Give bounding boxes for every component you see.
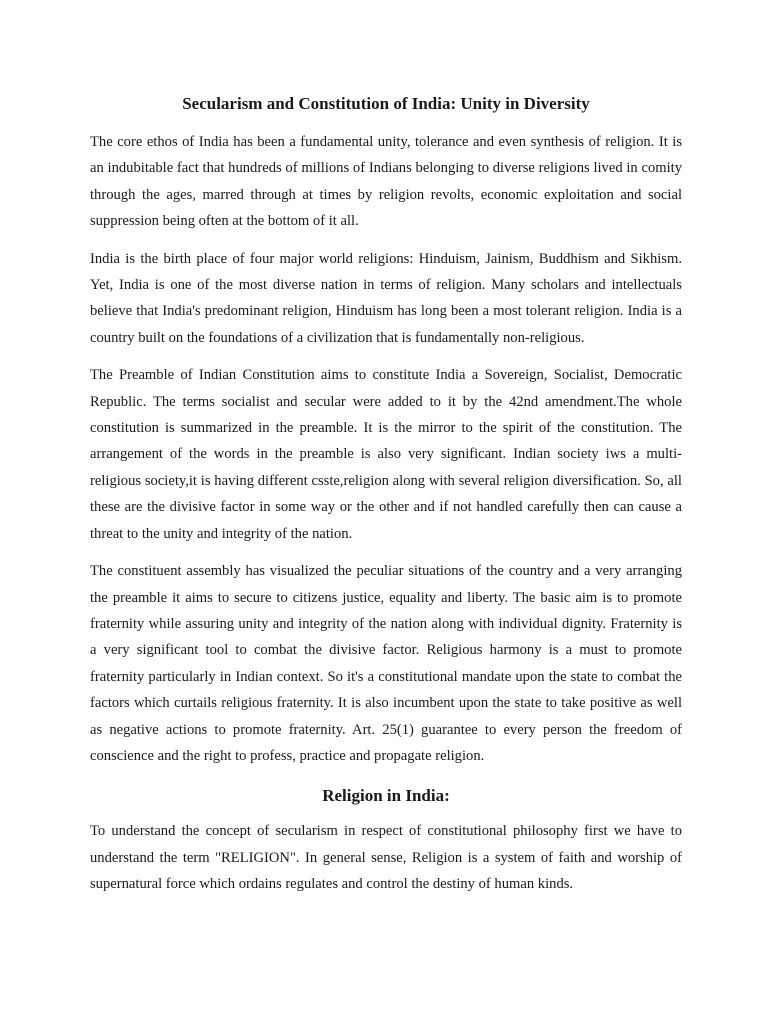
paragraph-birth-place: India is the birth place of four major world religions: Hinduism, Jainism, Buddhism and Sikhism. Yet, India is one of the most diverse nation in terms of religion. Many scholars and intellectuals believe that India's predominant religion, Hinduism has long been a most tolerant religion. India is a country built on the foundations of a civilization that is fundamentally non-religious. <box>90 250 682 346</box>
paragraph-understand-religion: To understand the concept of secularism in respect of constitutional philosophy first we have to understand the term "RELIGION". In general sense, Religion is a system of faith and worship of supernatural force which ordains regulates and control the destiny of human kinds. <box>90 823 682 893</box>
paragraph-constituent-assembly: The constituent assembly has visualized the peculiar situations of the country and a very arranging the preamble it aims to secure to citizens justice, equality and liberty. The basic aim is to promote fraternity while assuring unity and integrity of the nation along with individual dignity. Fraternity is a very significant tool to combat the divisive factor. Religious harmony is a must to promote fraternity particularly in Indian context. So it's a constitutional mandate upon the state to combat the factors which curtails religious fraternity. It is also incumbent upon the state to take positive as well as negative actions to promote fraternity. Art. 25(1) guarantee to every person the freedom of conscience and the right to profess, practice and propagate religion. <box>90 563 682 764</box>
section-heading-religion: Religion in India: <box>322 786 450 806</box>
paragraph-preamble: The Preamble of Indian Constitution aims to constitute India a Sovereign, Socialist, Democratic Republic. The terms socialist and secular were added to it by the 42nd amendment.The whole constitution is summarized in the preamble. It is the mirror to the spirit of the constitution. The arrangement of the words in the preamble is also very significant. Indian society iws a multi-religious society,it is having different csste,religion along with several religion diversification. So, all these are the divisive factor in some way or the other and if not handled carefully then can cause a threat to the unity and integrity of the nation. <box>90 367 682 542</box>
document-title: Secularism and Constitution of India: Unity in Diversity <box>182 94 590 113</box>
paragraph-core-ethos: The core ethos of India has been a fundamental unity, tolerance and even synthesis of religion. It is an indubitable fact that hundreds of millions of Indians belonging to diverse religions lived in comity through the ages, marred through at times by religion revolts, economic exploitation and social suppression being often at the bottom of it all. <box>90 134 682 230</box>
